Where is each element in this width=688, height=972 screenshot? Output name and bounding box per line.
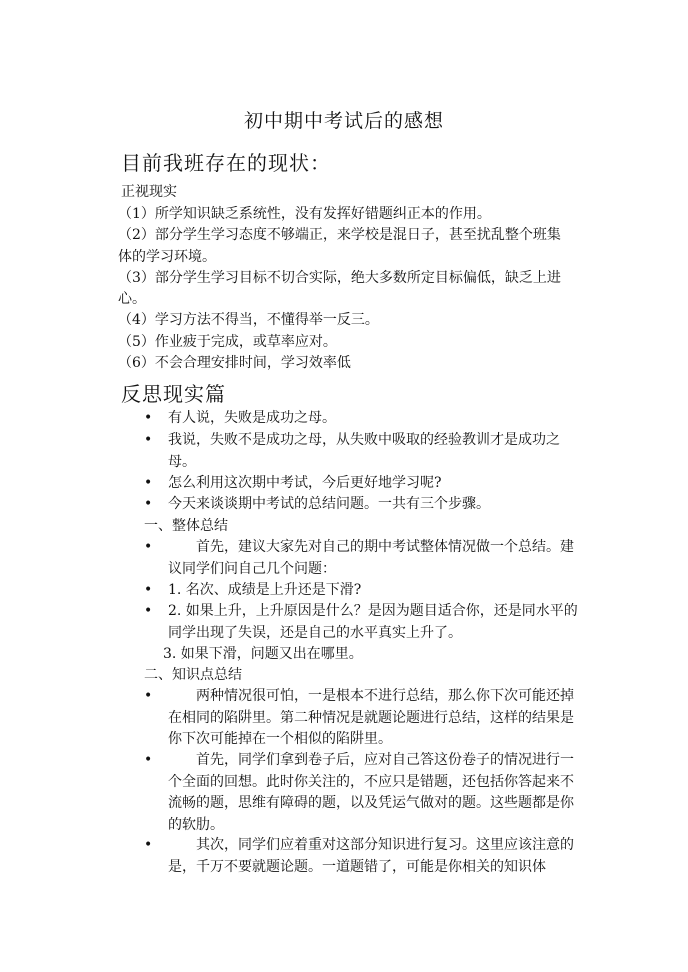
bullet-icon: • xyxy=(144,837,153,853)
list-item: • 2. 如果上升，上升原因是什么？是因为题目适合你，还是同水平的同学出现了失误，还是自己的水平真实上升了。 xyxy=(144,603,578,641)
status-line: （1）所学知识缺乏系统性，没有发挥好错题纠正本的作用。 xyxy=(118,206,491,222)
status-line: （2）部分学生学习态度不够端正，来学校是混日子，甚至扰乱整个班集 xyxy=(118,227,561,244)
list-item: • 我说，失败不是成功之母，从失败中吸取的经验教训才是成功之母。 xyxy=(144,432,560,470)
part1-heading: 一、整体总结 xyxy=(144,518,228,534)
list-item: • 两种情况很可怕，一是根本不进行总结，那么你下次可能还掉在相同的陷阱里。第二种情况是就题论题进行总结，这样的结果是你下次可能掉在一个相似的陷阱里。 xyxy=(144,688,574,747)
subheading-face-reality: 正视现实 xyxy=(121,184,177,200)
bullet-icon: • xyxy=(144,432,153,448)
part1-plain-line: 3. 如果下滑，问题又出在哪里。 xyxy=(163,646,363,662)
list-item: • 其次，同学们应着重对这部分知识进行复习。这里应该注意的是，千万不要就题论题。一道题错了，可能是你相关的知识体 xyxy=(144,837,574,875)
bullet-icon: • xyxy=(144,582,153,598)
status-line: （5）作业疲于完成，或草率应对。 xyxy=(118,333,337,350)
bullet-icon: • xyxy=(144,752,153,768)
part2-heading: 二、知识点总结 xyxy=(144,667,242,683)
bullet-icon: • xyxy=(144,410,153,426)
bullet-icon: • xyxy=(144,688,153,704)
list-item: • 今天来谈谈期中考试的总结问题。一共有三个步骤。 xyxy=(144,494,584,516)
document-title: 初中期中考试后的感想 xyxy=(243,110,444,132)
status-line: （4）学习方法不得当，不懂得举一反三。 xyxy=(118,312,379,329)
list-item: • 有人说，失败是成功之母。 xyxy=(144,408,584,430)
status-line: 体的学习环境。 xyxy=(118,248,216,265)
bullet-icon: • xyxy=(144,475,153,491)
status-line: （6）不会合理安排时间，学习效率低 xyxy=(118,355,351,372)
list-item: • 1. 名次、成绩是上升还是下滑? xyxy=(144,580,584,602)
status-list xyxy=(118,204,578,374)
status-line: （3）部分学生学习目标不切合实际，绝大多数所定目标偏低，缺乏上进 xyxy=(118,269,561,286)
list-item: • 首先，同学们拿到卷子后，应对自己答这份卷子的情况进行一个全面的回想。此时你关注的，不应只是错题，还包括你答起来不流畅的题，思维有障碍的题，以及凭运气做对的题。这些题都是你的软肋。 xyxy=(144,752,574,833)
section-heading-status: 目前我班存在的现状： xyxy=(121,151,331,175)
list-item: • 首先，建议大家先对自己的期中考试整体情况做一个总结。建议同学们问自己几个问题： xyxy=(144,539,574,577)
bullet-icon: • xyxy=(144,496,153,512)
bullet-icon: • xyxy=(144,539,153,555)
list-item: • 怎么利用这次期中考试，今后更好地学习呢? xyxy=(144,473,584,495)
status-line: 心。 xyxy=(118,291,146,308)
section-heading-reflection: 反思现实篇 xyxy=(121,382,226,406)
bullet-icon: • xyxy=(144,603,153,619)
